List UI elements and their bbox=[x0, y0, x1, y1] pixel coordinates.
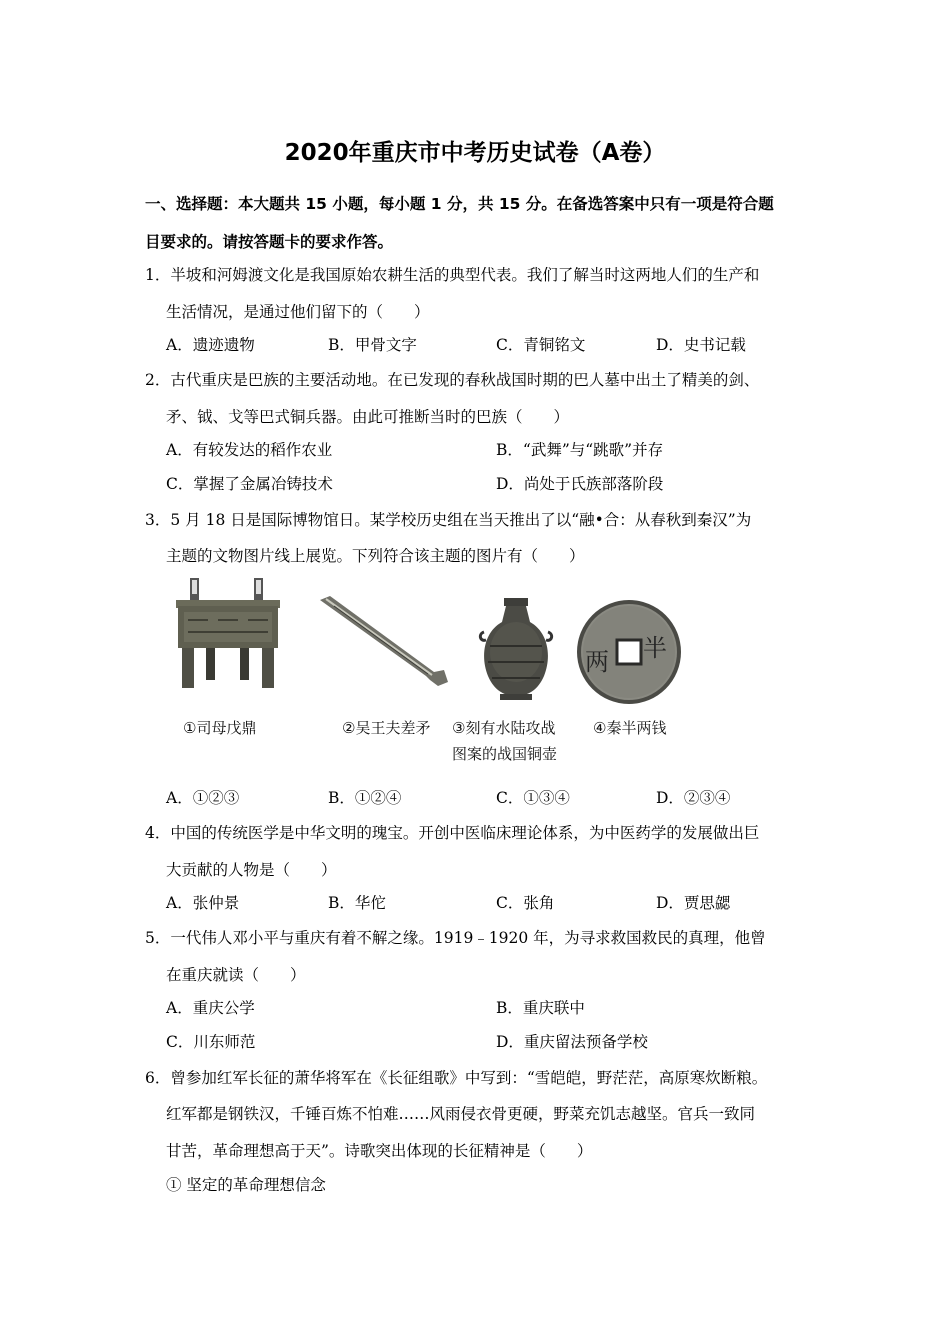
q2-option-d[interactable]: D．尚处于氏族部落阶段 bbox=[496, 475, 664, 493]
q3-option-b[interactable]: B．①②④ bbox=[328, 789, 402, 807]
q4-option-a[interactable]: A．张仲景 bbox=[166, 894, 240, 912]
caption-4: ④秦半两钱 bbox=[593, 719, 667, 737]
q2-option-b[interactable]: B．“武舞”与“跳歌”并存 bbox=[496, 441, 664, 459]
q3-option-c[interactable]: C．①③④ bbox=[496, 789, 570, 807]
question-6-stem: 6．曾参加红军长征的萧华将军在《长征组歌》中写到：“雪皑皑，野茫茫，高原寒炊断粮。 bbox=[145, 1069, 768, 1087]
q1-option-b[interactable]: B．甲骨文字 bbox=[328, 336, 417, 354]
q1-option-c[interactable]: C．青铜铭文 bbox=[496, 336, 586, 354]
fuchai-spear-image bbox=[316, 592, 456, 692]
simuwu-ding-image bbox=[168, 576, 288, 696]
banliang-coin-image bbox=[575, 598, 683, 706]
q4-option-c[interactable]: C．张角 bbox=[496, 894, 555, 912]
caption-3-line1: ③刻有水陆攻战 bbox=[452, 719, 556, 737]
q5-option-d[interactable]: D．重庆留法预备学校 bbox=[496, 1033, 648, 1051]
q1-option-a[interactable]: A．遗迹遗物 bbox=[166, 336, 255, 354]
question-5-stem: 5．一代伟人邓小平与重庆有着不解之缘。1919﹣1920 年，为寻求救国救民的真理，他曾 bbox=[145, 929, 766, 947]
question-2-stem: 2．古代重庆是巴族的主要活动地。在已发现的春秋战国时期的巴人墓中出土了精美的剑、 bbox=[145, 371, 760, 389]
question-6-stem-cont2: 甘苦，革命理想高于天”。诗歌突出体现的长征精神是（ ） bbox=[166, 1142, 593, 1160]
page-title: 2020年重庆市中考历史试卷（A卷） bbox=[284, 140, 666, 166]
question-3-stem-cont: 主题的文物图片线上展览。下列符合该主题的图片有（ ） bbox=[166, 547, 585, 565]
question-4-stem-cont: 大贡献的人物是（ ） bbox=[166, 861, 337, 879]
q5-option-a[interactable]: A．重庆公学 bbox=[166, 999, 255, 1017]
question-6-item-1: ① 坚定的革命理想信念 bbox=[166, 1176, 326, 1194]
section-heading-line2: 目要求的。请按答题卡的要求作答。 bbox=[145, 233, 394, 251]
caption-2: ②吴王夫差矛 bbox=[342, 719, 431, 737]
caption-3-line2: 图案的战国铜壶 bbox=[452, 745, 558, 763]
caption-1: ①司母戊鼎 bbox=[183, 719, 257, 737]
q5-option-b[interactable]: B．重庆联中 bbox=[496, 999, 585, 1017]
q1-option-d[interactable]: D．史书记载 bbox=[656, 336, 746, 354]
q2-option-a[interactable]: A．有较发达的稻作农业 bbox=[166, 441, 333, 459]
question-5-stem-cont: 在重庆就读（ ） bbox=[166, 966, 306, 984]
q3-option-d[interactable]: D．②③④ bbox=[656, 789, 731, 807]
q4-option-b[interactable]: B．华佗 bbox=[328, 894, 386, 912]
q2-option-c[interactable]: C．掌握了金属冶铸技术 bbox=[166, 475, 333, 493]
coin-char-ban: 半 bbox=[643, 634, 667, 662]
question-1-stem: 1．半坡和河姆渡文化是我国原始农耕生活的典型代表。我们了解当时这两地人们的生产和 bbox=[145, 266, 760, 284]
q5-option-c[interactable]: C．川东师范 bbox=[166, 1033, 256, 1051]
question-3-stem: 3．5 月 18 日是国际博物馆日。某学校历史组在当天推出了以“融•合：从春秋到秦汉”为 bbox=[145, 511, 752, 529]
coin-char-liang: 两 bbox=[585, 648, 609, 676]
question-2-stem-cont: 矛、钺、戈等巴式铜兵器。由此可推断当时的巴族（ ） bbox=[166, 408, 570, 426]
question-6-stem-cont1: 红军都是钢铁汉，千锤百炼不怕难……风雨侵衣骨更硬，野菜充饥志越坚。官兵一致同 bbox=[166, 1105, 756, 1123]
question-1-stem-cont: 生活情况，是通过他们留下的（ ） bbox=[166, 303, 430, 321]
q4-option-d[interactable]: D．贾思勰 bbox=[656, 894, 731, 912]
bronze-hu-vessel-image bbox=[478, 596, 554, 702]
question-4-stem: 4．中国的传统医学是中华文明的瑰宝。开创中医临床理论体系，为中医药学的发展做出巨 bbox=[145, 824, 760, 842]
section-heading-line1: 一、选择题：本大题共 15 小题，每小题 1 分，共 15 分。在备选答案中只有一项是符合题 bbox=[145, 195, 774, 213]
q3-option-a[interactable]: A．①②③ bbox=[166, 789, 240, 807]
